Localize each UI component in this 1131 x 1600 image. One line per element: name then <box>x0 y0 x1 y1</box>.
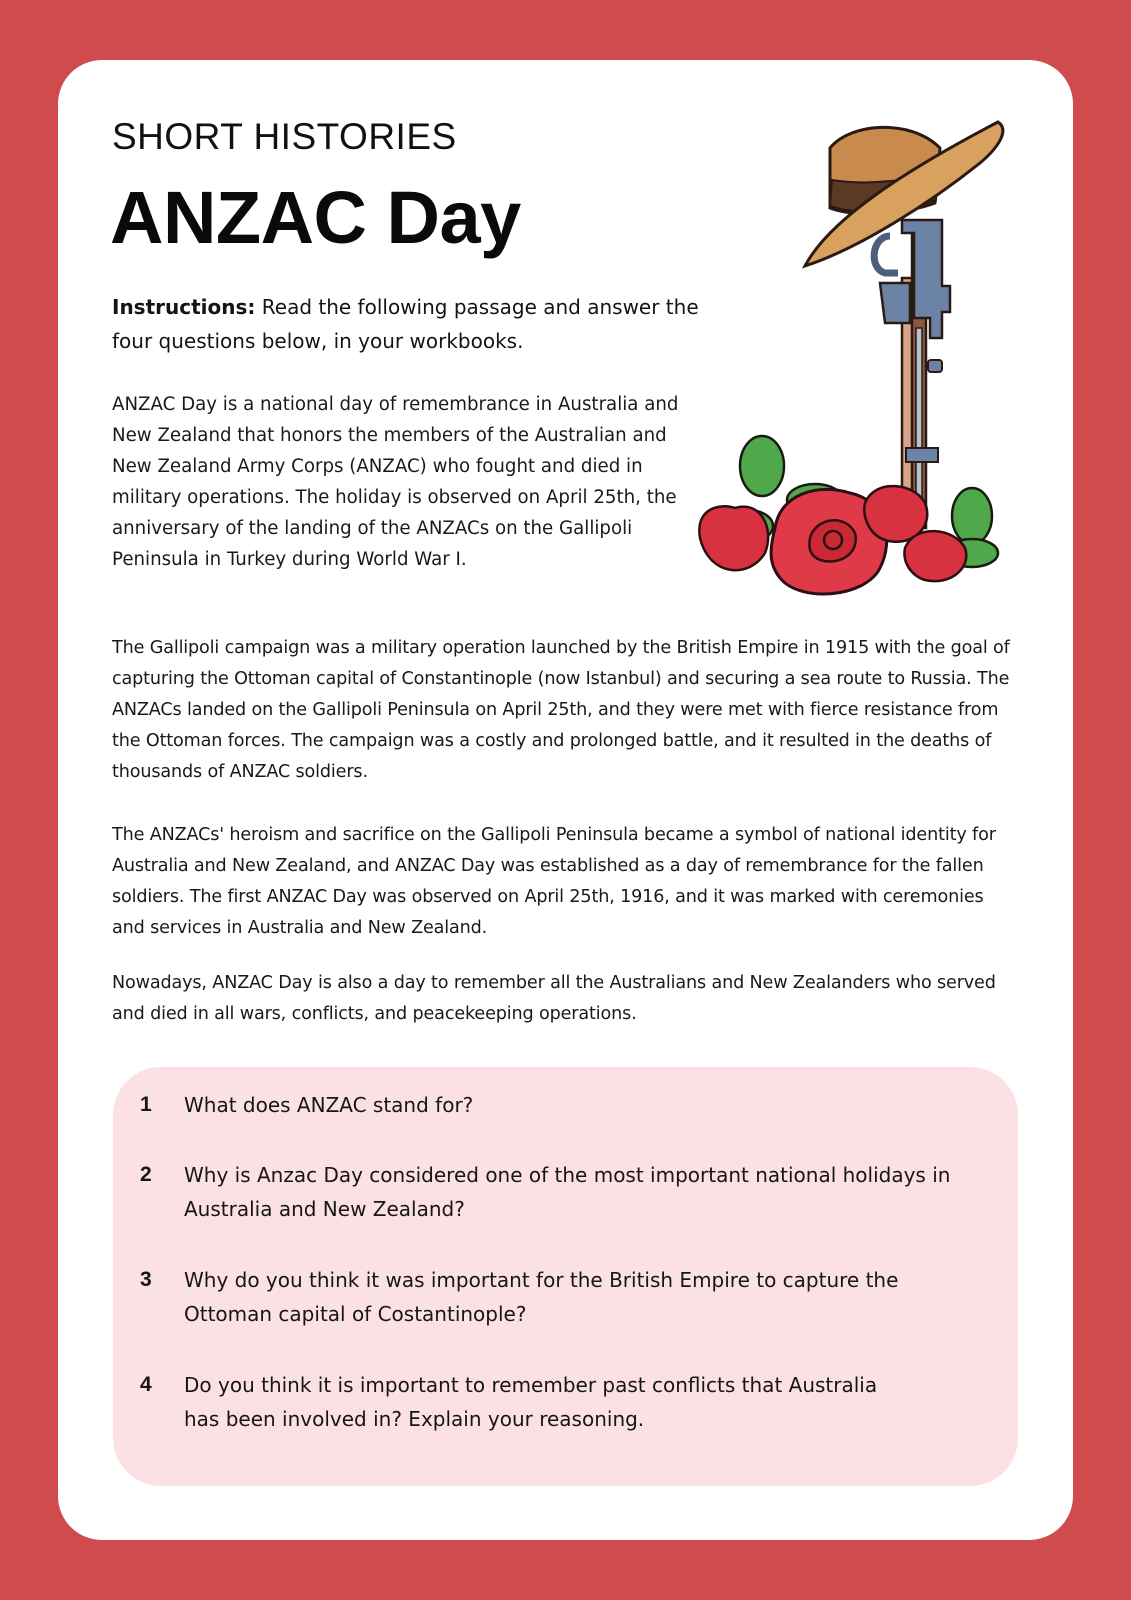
question-number: 3 <box>140 1268 152 1291</box>
passage-paragraph: The ANZACs' heroism and sacrifice on the Gallipoli Peninsula became a symbol of national identity for Australia and New Zealand, and ANZAC Day was established as a day of remembrance for the fallen soldiers. The first ANZAC Day was observed on April 25th, 1916, and it was marked with ceremonies and services in Australia and New Zealand. <box>112 825 996 938</box>
passage-paragraph: ANZAC Day is a national day of remembrance in Australia and New Zealand that honors the members of the Australian and New Zealand Army Corps (ANZAC) who fought and died in military operations. The holiday is observed on April 25th, the anniversary of the landing of the ANZACs on the Gallipoli Peninsula in Turkey during World War I. <box>112 394 679 570</box>
question-item <box>140 1368 900 1436</box>
page-title: ANZAC Day <box>110 176 521 259</box>
slouch-hat-icon <box>805 122 1003 266</box>
question-text: Do you think it is important to remember past conflicts that Australia has been involved in? Explain your reasoning. <box>184 1373 878 1431</box>
question-number: 1 <box>140 1093 152 1116</box>
slouch-hat-rifle-poppies-icon <box>680 108 1020 618</box>
instructions-text: Read the following passage and answer the four questions below, in your workbooks. <box>112 295 699 353</box>
question-number: 2 <box>140 1163 152 1186</box>
question-number: 4 <box>140 1373 152 1396</box>
question-item <box>140 1088 980 1122</box>
question-text: Why do you think it was important for the British Empire to capture the Ottoman capital of Costantinople? <box>184 1268 899 1326</box>
question-text: What does ANZAC stand for? <box>184 1093 474 1117</box>
question-item <box>140 1158 980 1226</box>
question-item <box>140 1263 980 1331</box>
passage-paragraph: Nowadays, ANZAC Day is also a day to remember all the Australians and New Zealanders who served and died in all wars, conflicts, and peacekeeping operations. <box>112 973 996 1024</box>
instructions-label: Instructions: <box>112 295 256 319</box>
section-kicker: SHORT HISTORIES <box>112 116 457 157</box>
instructions <box>112 290 732 358</box>
questions-box <box>113 1067 1018 1486</box>
rifle-icon <box>874 220 950 528</box>
passage-paragraph: The Gallipoli campaign was a military operation launched by the British Empire in 1915 with the goal of capturing the Ottoman capital of Constantinople (now Istanbul) and securing a sea route to Russia. The ANZACs landed on the Gallipoli Peninsula on April 25th, and they were met with fierce resistance from the Ottoman forces. The campaign was a costly and prolonged battle, and it resulted in the deaths of thousands of ANZAC soldiers. <box>112 638 1010 782</box>
question-text: Why is Anzac Day considered one of the most important national holidays in Australia and New Zealand? <box>184 1163 951 1221</box>
